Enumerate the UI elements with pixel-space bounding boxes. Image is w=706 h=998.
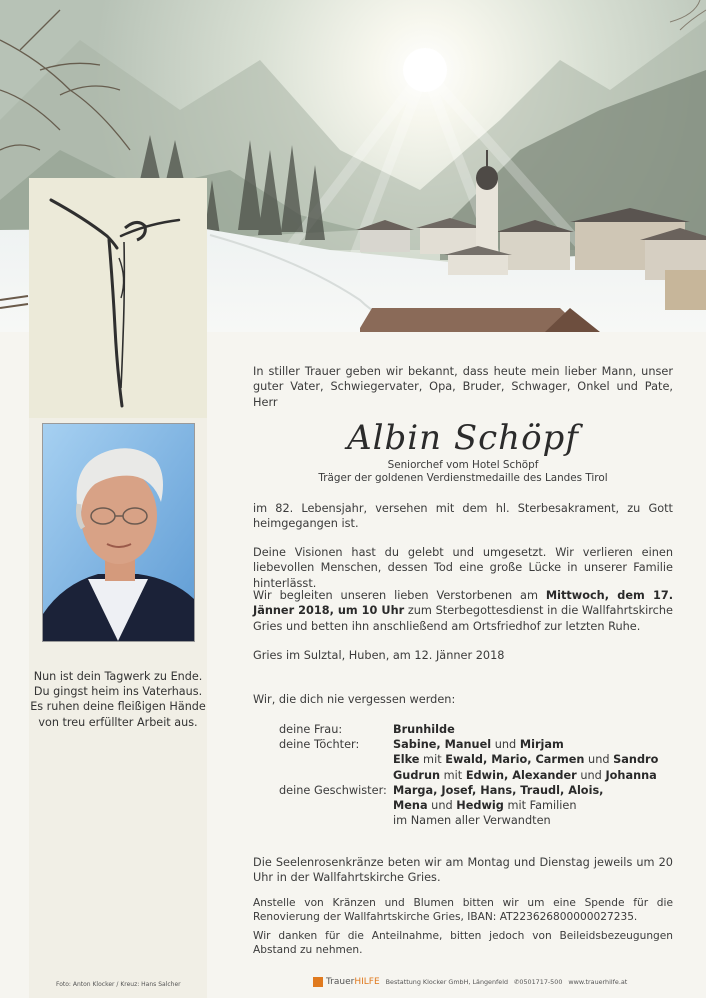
daughter-2: Elke xyxy=(393,753,420,767)
conj: und xyxy=(491,738,520,752)
with-families: mit Familien xyxy=(503,799,577,813)
survivor-row-daughter-3 xyxy=(279,768,658,783)
relatives-text: im Namen aller Verwandten xyxy=(393,814,551,828)
portrait-photo xyxy=(42,423,195,642)
donation-paragraph: Anstelle von Kränzen und Blumen bitten wir um eine Spende für die Renovierung der Wallfahrtskirche Gries, IBAN: AT223626800000027235. xyxy=(253,897,673,923)
survivor-row-siblings xyxy=(279,783,658,798)
poem xyxy=(29,669,207,730)
poem-line: Es ruhen deine fleißigen Hände xyxy=(30,700,206,714)
funeral-pre: Wir begleiten unseren lieben Verstorbenen am xyxy=(253,589,546,602)
deceased-title-2: Träger der goldenen Verdienstmedaille des Landes Tirol xyxy=(318,472,608,484)
poem-line: Nun ist dein Tagwerk zu Ende. xyxy=(33,670,203,683)
conj: und xyxy=(427,799,457,813)
daughter-family-1a: Sabine, Manuel xyxy=(393,738,492,752)
poem-line: Du gingst heim ins Vaterhaus. xyxy=(33,685,203,699)
phone-number: ✆0501717-500 xyxy=(514,978,563,986)
place-date: Gries im Sulztal, Huben, am 12. Jänner 2018 xyxy=(253,649,505,662)
crucifix-panel xyxy=(29,178,207,418)
siblings-label: deine Geschwister: xyxy=(279,783,387,797)
survivor-row-daughter-2 xyxy=(279,752,658,767)
wife-name: Brunhilde xyxy=(393,723,455,736)
conj: und xyxy=(584,753,614,767)
daughter-3-family-c: Johanna xyxy=(605,768,657,782)
daughter-family-1b: Mirjam xyxy=(519,738,564,752)
conj: und xyxy=(576,768,606,782)
deceased-title-1: Seniorchef vom Hotel Schöpf xyxy=(387,459,539,471)
company-name: Bestattung Klocker GmbH, Längenfeld xyxy=(385,978,509,986)
survivor-row-siblings-2 xyxy=(279,798,658,813)
vision-paragraph: Deine Visionen hast du gelebt und umgesetzt. Wir verlieren einen liebevollen Menschen, dessen Tod eine große Lücke in unserer Familie hinterlässt. xyxy=(253,546,673,590)
logo-text-b: HILFE xyxy=(354,977,380,987)
crucifix-icon xyxy=(29,178,207,418)
wife-label: deine Frau: xyxy=(279,723,343,736)
logo-square-icon xyxy=(313,977,323,987)
survivors-list xyxy=(279,722,658,828)
siblings-names: Marga, Josef, Hans, Traudl, Alois, xyxy=(393,783,604,797)
conj: mit xyxy=(440,768,466,782)
daughter-2-family: Ewald, Mario, Carmen xyxy=(445,753,585,767)
daughter-3: Gudrun xyxy=(393,768,441,782)
daughter-3-family: Edwin, Alexander xyxy=(465,768,577,782)
daughters-label: deine Töchter: xyxy=(279,738,360,752)
funeral-paragraph xyxy=(253,588,673,634)
thanks-paragraph: Wir danken für die Anteilnahme, bitten jedoch von Beileidsbezeugungen Abstand zu nehmen. xyxy=(253,930,673,956)
survivor-row-daughters xyxy=(279,737,658,752)
portrait-image xyxy=(43,424,194,641)
deceased-name: Albin Schöpf xyxy=(347,418,579,458)
sibling-mena: Mena xyxy=(393,799,428,813)
rosary-paragraph: Die Seelenrosenkränze beten wir am Montag und Dienstag jeweils um 20 Uhr in der Wallfahrtskirche Gries. xyxy=(253,856,673,885)
survivor-row-wife xyxy=(279,722,658,737)
never-forget-text: Wir, die dich nie vergessen werden: xyxy=(253,693,456,706)
photo-credit: Foto: Anton Klocker / Kreuz: Hans Salcher xyxy=(56,981,181,988)
survivor-row-relatives xyxy=(279,813,658,828)
logo-text-a: Trauer xyxy=(326,977,355,987)
funeral-post: zum Sterbegottesdienst in die Wallfahrtskirche Gries und betten ihn anschließend am Ortsfriedhof zur letzten Ruhe. xyxy=(253,604,673,633)
conj: mit xyxy=(419,753,446,767)
footer xyxy=(313,975,627,989)
sibling-hedwig: Hedwig xyxy=(456,799,504,813)
poem-line: von treu erfüllter Arbeit aus. xyxy=(38,715,198,729)
intro-text: In stiller Trauer geben wir bekannt, dass heute mein lieber Mann, unser guter Vater, Schwiegervater, Opa, Bruder, Schwager, Onkel und Pate, Herr xyxy=(253,365,673,409)
funeral-date: Mittwoch, dem 17. Jänner 2018, um 10 Uhr xyxy=(253,589,673,618)
trauerhilfe-logo xyxy=(313,977,380,987)
website-link[interactable]: www.trauerhilfe.at xyxy=(568,978,628,986)
daughter-2-family-c: Sandro xyxy=(613,753,659,767)
age-paragraph: im 82. Lebensjahr, versehen mit dem hl. Sterbesakrament, zu Gott heimgegangen ist. xyxy=(253,502,673,531)
